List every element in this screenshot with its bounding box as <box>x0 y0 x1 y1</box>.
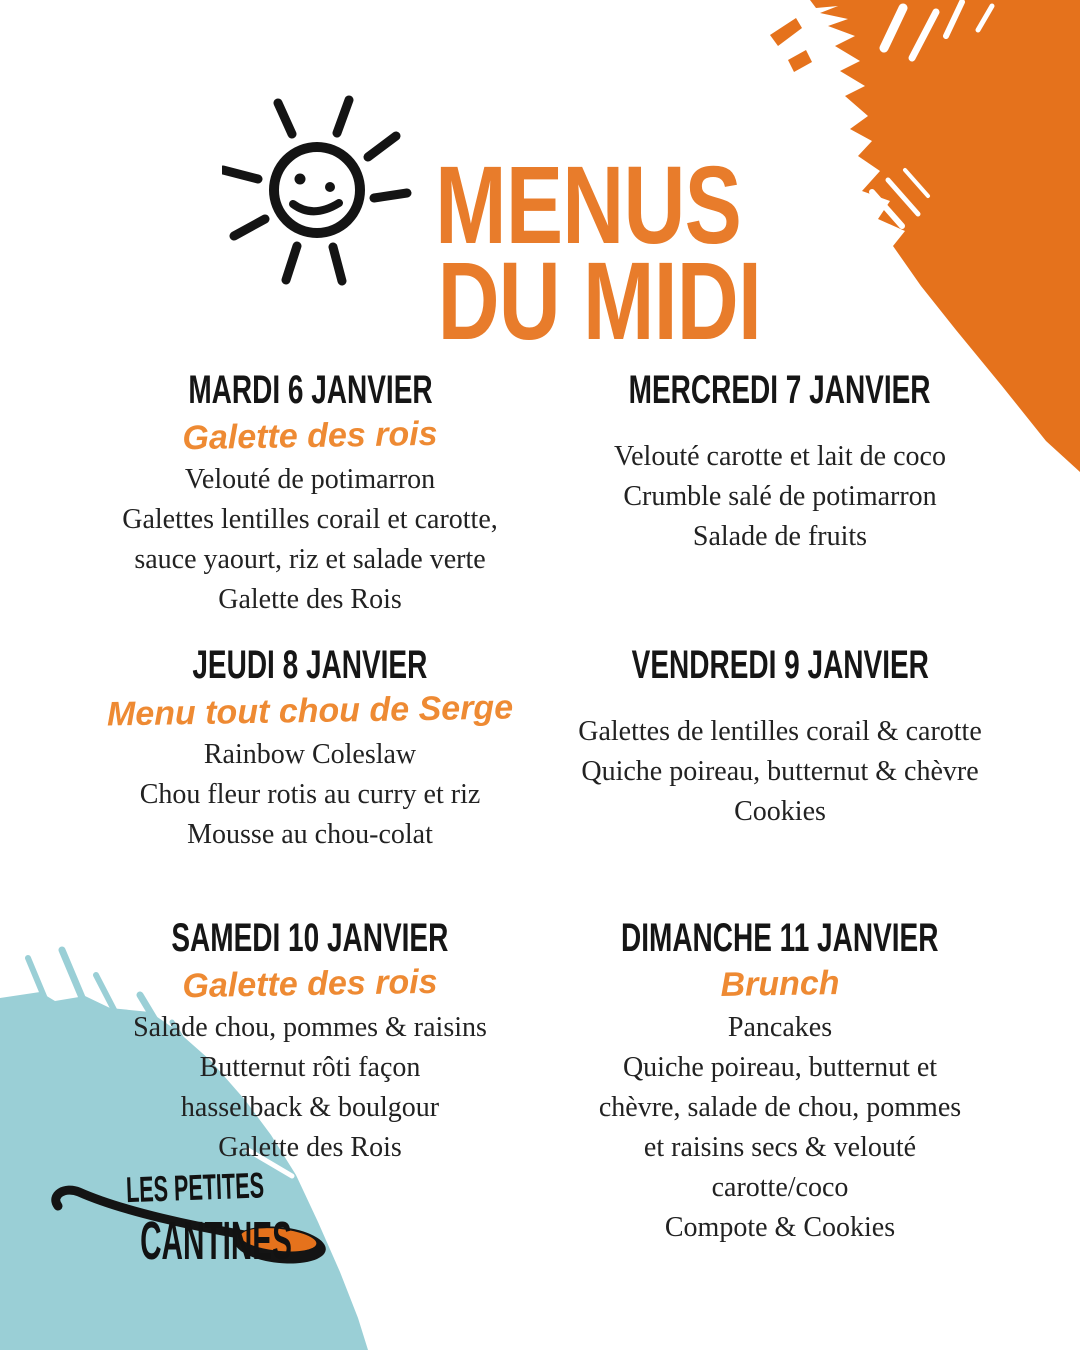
menu-card-samedi <box>35 916 585 1168</box>
menu-special-label: Galette des rois <box>182 962 438 1006</box>
menu-item-line: Galettes lentilles corail et carotte, <box>122 504 498 535</box>
menu-item-line: Salade de fruits <box>692 521 868 552</box>
menu-date: VENDREDI 9 JANVIER <box>631 643 929 687</box>
menu-items <box>35 460 585 620</box>
menu-item-line: carotte/coco <box>711 1172 849 1203</box>
menu-item-line: Chou fleur rotis au curry et riz <box>139 779 481 810</box>
logo-text-line-1: LES PETITES <box>125 1164 265 1211</box>
menu-item-line: Butternut rôti façon <box>199 1052 421 1083</box>
menu-special-label: Menu tout chou de Serge <box>106 688 514 734</box>
menu-card-vendredi <box>505 643 1055 832</box>
menu-card-jeudi <box>35 643 585 855</box>
menu-date: MARDI 6 JANVIER <box>187 368 433 412</box>
title-line-2: DU MIDI <box>437 239 762 363</box>
menu-items <box>35 1008 585 1168</box>
les-petites-cantines-logo <box>0 1150 420 1350</box>
menu-special-label: Brunch <box>720 963 840 1005</box>
menu-item-line: Salade chou, pommes & raisins <box>133 1012 487 1043</box>
logo-text-line-2: CANTINES <box>140 1211 292 1271</box>
menu-item-line: Velouté carotte et lait de coco <box>614 441 946 472</box>
menu-card-mardi <box>35 368 585 620</box>
menu-item-line: Galettes de lentilles corail & carotte <box>578 716 982 747</box>
menu-item-line: chèvre, salade de chou, pommes <box>598 1092 962 1123</box>
menu-special-label: Galette des rois <box>182 414 438 458</box>
menu-item-line: Galette des Rois <box>218 584 402 615</box>
menu-item-line: Crumble salé de potimarron <box>623 481 937 512</box>
sun-icon <box>222 82 418 294</box>
menu-item-line: Compote & Cookies <box>664 1212 896 1243</box>
menu-date: SAMEDI 10 JANVIER <box>171 916 449 960</box>
menu-item-line: Quiche poireau, butternut et <box>622 1052 938 1083</box>
menu-item-line: Galette des Rois <box>218 1132 402 1163</box>
menu-items <box>505 1008 1055 1248</box>
menu-items <box>505 437 1055 557</box>
menu-item-line: et raisins secs & velouté <box>643 1132 917 1163</box>
menu-items <box>35 735 585 855</box>
menu-item-line: sauce yaourt, riz et salade verte <box>134 544 486 575</box>
menu-item-line: Quiche poireau, butternut & chèvre <box>581 756 979 787</box>
menu-card-mercredi <box>505 368 1055 557</box>
menu-item-line: Rainbow Coleslaw <box>203 739 417 770</box>
menu-items <box>505 712 1055 832</box>
menu-date: JEUDI 8 JANVIER <box>192 643 428 687</box>
menu-item-line: hasselback & boulgour <box>180 1092 440 1123</box>
menu-item-line: Pancakes <box>727 1012 833 1043</box>
title-line-1: MENUS <box>435 143 742 267</box>
menu-card-dimanche <box>505 916 1055 1248</box>
menu-date: DIMANCHE 11 JANVIER <box>621 916 939 960</box>
menu-item-line: Mousse au chou-colat <box>187 819 433 850</box>
menu-item-line: Cookies <box>734 796 826 827</box>
menu-item-line: Velouté de potimarron <box>184 464 436 495</box>
menu-date: MERCREDI 7 JANVIER <box>629 368 931 412</box>
page-title <box>392 143 762 363</box>
